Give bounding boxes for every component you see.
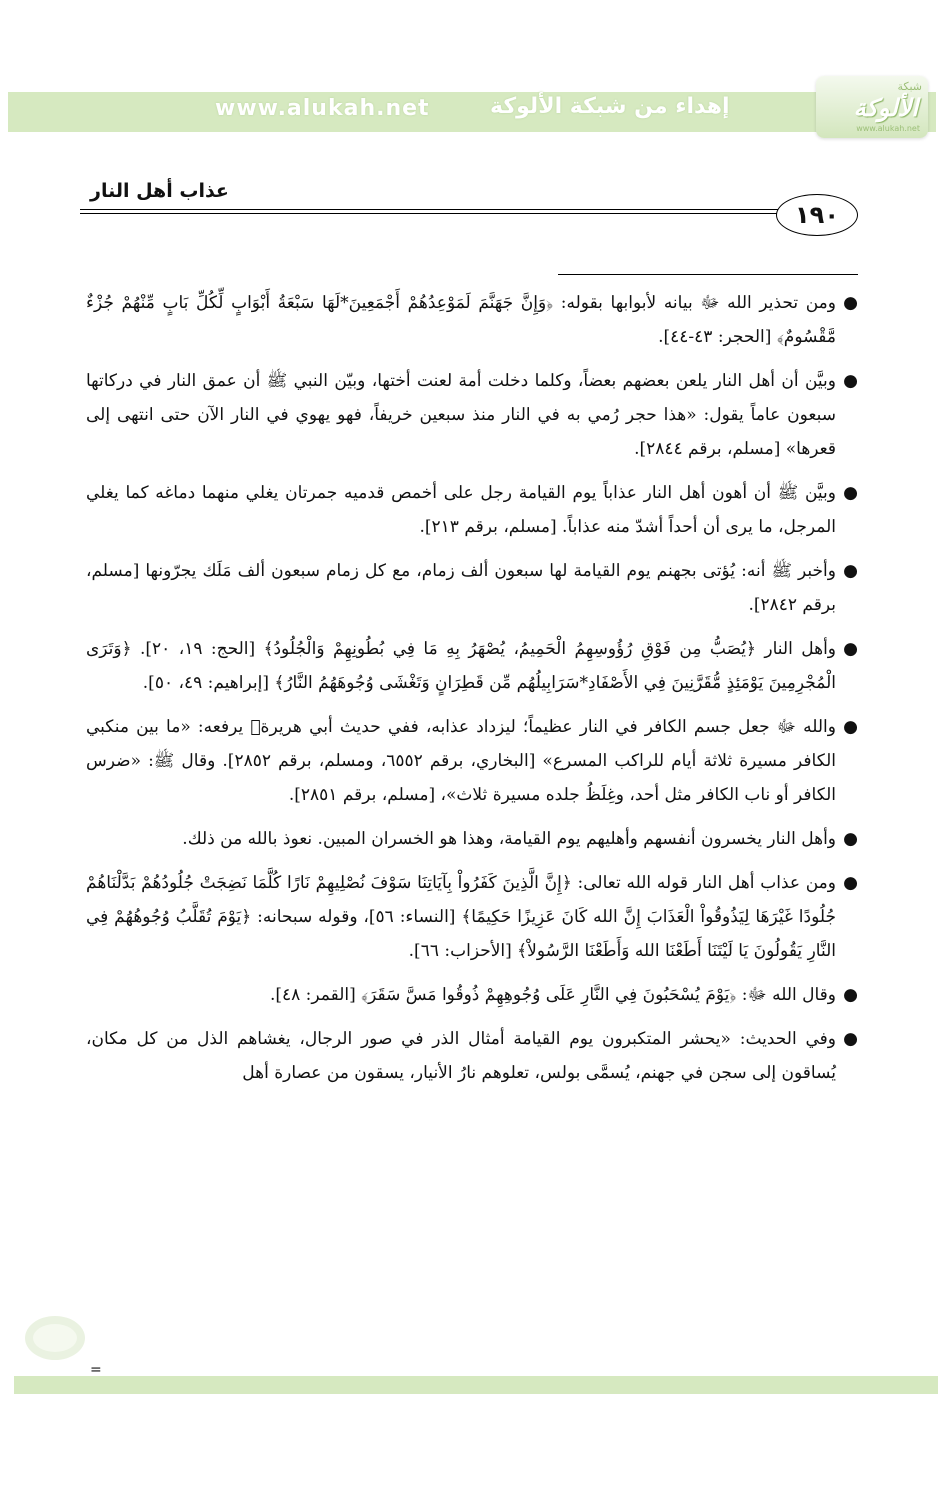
watermark-icon xyxy=(20,1304,90,1364)
item-text: وأهل النار ﴿يُصَبُّ مِن فَوْقِ رُؤُوسِهِمُ الْحَمِيمُ، يُصْهَرُ بِهِ مَا فِي بُطُونِهِمْ وَالْجُلُودُ﴾ [الحج: ١٩، ٢٠]. ﴿وَتَرَى الْمُجْرِمِينَ يَوْمَئِذٍ مُّقَرَّنِينَ فِي الأَصْفَادِ*سَرَابِيلُهُم مِّن قَطِرَانٍ وَتَغْشَى وُجُوهَهُمُ النَّارُ﴾ [إبراهيم: ٤٩، ٥٠]. xyxy=(86,639,837,693)
item-text: ومن عذاب أهل النار قوله الله تعالى: ﴿إِنَّ الَّذِينَ كَفَرُواْ بِآيَاتِنَا سَوْفَ نُصْلِيهِمْ نَارًا كُلَّمَا نَضِجَتْ جُلُودُهُمْ بَدَّلْنَاهُمْ جُلُودًا غَيْرَهَا لِيَذُوقُواْ الْعَذَابَ إِنَّ الله كَانَ عَزِيزًا حَكِيمًا﴾ [النساء: ٥٦]، وقوله سبحانه: ﴿يَوْمَ تُقَلَّبُ وُجُوهُهُمْ فِي النَّارِ يَقُولُونَ يَا لَيْتَنَا أَطَعْنَا الله وَأَطَعْنَا الرَّسُولاْ﴾ [الأحزاب: ٦٦]. xyxy=(86,873,836,961)
page-title: عذاب أهل النار xyxy=(90,180,229,202)
list-item xyxy=(86,866,858,968)
banner-text: إهداء من شبكة الألوكة xyxy=(490,94,730,119)
bullet-icon: ● xyxy=(843,483,858,503)
main-content xyxy=(86,286,858,1100)
bullet-icon: ● xyxy=(843,1029,858,1049)
item-text: والله ﷻ جعل جسم الكافر في النار عظيماً؛ ليزداد عذابه، ففي حديث أبي هريرة﷛ يرفعه: «ما بين منكبي الكافر مسيرة ثلاثة أيام للراكب المسرع» [البخاري، برقم ٦٥٥٢، ومسلم، برقم ٢٨٥٢]. وقال ﷺ: «ضرس الكافر أو ناب الكافر مثل أحد، وغِلَظُ جلده مسيرة ثلاث»، [مسلم، برقم ٢٨٥١]. xyxy=(86,717,836,805)
item-text: وفي الحديث: «يحشر المتكبرون يوم القيامة أمثال الذر في صور الرجال، يغشاهم الذل من كل مكان، يُساقون إلى سجن في جهنم، يُسمَّى بولس، تعلوهم نارُ الأنيار، يسقون من عصارة أهل xyxy=(86,1029,836,1083)
footer-mark: = xyxy=(90,1362,102,1378)
item-text: وأهل النار يخسرون أنفسهم وأهليهم يوم القيامة، وهذا هو الخسران المبين. نعوذ بالله من ذلك. xyxy=(182,829,836,849)
bullet-icon: ● xyxy=(843,717,858,737)
list-item xyxy=(86,286,858,354)
bullet-icon: ● xyxy=(843,873,858,893)
header-banner xyxy=(8,92,936,132)
list-item xyxy=(86,364,858,466)
list-item xyxy=(86,822,858,856)
logo-url: www.alukah.net xyxy=(856,124,920,133)
bullet-icon: ● xyxy=(843,371,858,391)
section-rule xyxy=(558,274,858,275)
bullet-icon: ● xyxy=(843,985,858,1005)
footer-band xyxy=(14,1376,938,1394)
header-rule-double xyxy=(80,213,790,214)
item-text: وبيَّن ﷺ أن أهون أهل النار عذاباً يوم القيامة رجل على أخمص قدميه جمرتان يغلي منهما دماغه كما يغلي المرجل، ما يرى أن أحداً أشدّ منه عذاباً. [مسلم، برقم ٢١٣]. xyxy=(86,483,836,537)
logo-name: الألوكة xyxy=(853,94,918,122)
alukah-logo xyxy=(816,76,928,138)
banner-url[interactable]: www.alukah.net xyxy=(215,96,430,121)
bullet-icon: ● xyxy=(843,639,858,659)
list-item xyxy=(86,476,858,544)
item-text: ومن تحذير الله ﷻ بيانه لأبوابها بقوله: ﴿وَإِنَّ جَهَنَّمَ لَمَوْعِدُهُمْ أَجْمَعِينَ*لَهَا سَبْعَةُ أَبْوَابٍ لِّكُلِّ بَابٍ مِّنْهُمْ جُزْءٌ مَّقْسُومٌ﴾ [الحجر: ٤٣-٤٤]. xyxy=(86,293,836,347)
item-text: وقال الله ﷻ: ﴿يَوْمَ يُسْحَبُونَ فِي النَّارِ عَلَى وُجُوهِهِمْ ذُوقُوا مَسَّ سَقَرَ﴾ [القمر: ٤٨]. xyxy=(269,985,836,1005)
item-text: وأخبر ﷺ أنه: يُؤتى بجهنم يوم القيامة لها سبعون ألف زمام، مع كل زمام سبعون ألف مَلَك يجرّونها [مسلم، برقم ٢٨٤٢]. xyxy=(86,561,836,615)
page-number: ١٩٠ xyxy=(776,194,858,236)
list-item xyxy=(86,632,858,700)
bullet-icon: ● xyxy=(843,561,858,581)
bullet-icon: ● xyxy=(843,829,858,849)
list-item xyxy=(86,978,858,1012)
list-item xyxy=(86,554,858,622)
list-item xyxy=(86,1022,858,1090)
header-rule xyxy=(80,209,790,210)
bullet-icon: ● xyxy=(843,293,858,313)
list-item xyxy=(86,710,858,812)
logo-small-text: شبكة xyxy=(897,80,922,93)
item-text: وبيَّن أن أهل النار يلعن بعضهم بعضاً، وكلما دخلت أمة لعنت أختها، وبيّن النبي ﷺ أن عمق النار في دركاتها سبعون عاماً يقول: «هذا حجر رُمي به في النار منذ سبعين خريفاً، فهو يهوي في النار الآن حتى انتهى إلى قعرها» [مسلم، برقم ٢٨٤٤]. xyxy=(86,371,836,459)
